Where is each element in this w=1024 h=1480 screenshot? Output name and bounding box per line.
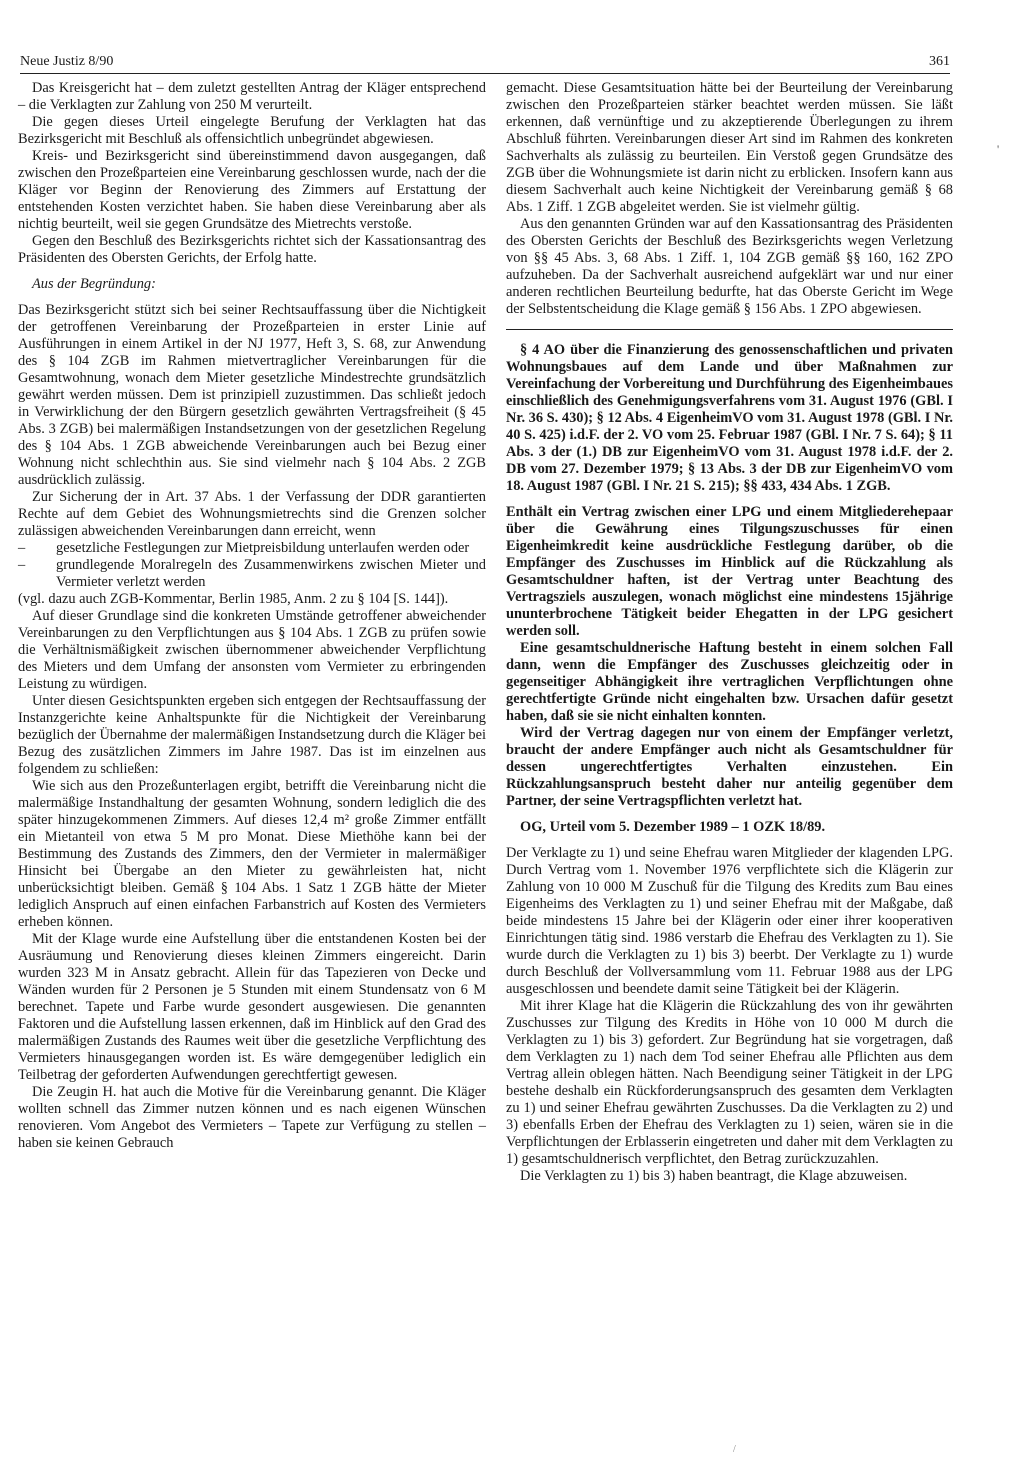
page-header bbox=[20, 54, 950, 70]
page-number: 361 bbox=[929, 54, 950, 69]
statute-references: § 4 AO über die Finanzierung des genossenschaftlichen und privaten Wohnungsbaues auf dem Lande und über Maßnahmen zur Vereinfachung der Vorbereitung und Durchführung des Eigenheimbaues einschließlich des Genehmigungsverfahrens vom 31. August 1976 (GBl. I Nr. 36 S. 430); § 12 Abs. 4 EigenheimVO vom 31. August 1978 (GBl. I Nr. 40 S. 425) i.d.F. der 2. VO vom 25. Februar 1987 (GBl. I Nr. 7 S. 64); § 11 Abs. 3 der (1.) DB zur EigenheimVO vom 31. August 1978 i.d.F. der 2. DB vom 27. Dezember 1979; § 13 Abs. 3 der DB zur EigenheimVO vom 18. August 1987 (GBl. I Nr. 21 S. 215); §§ 433, 434 Abs. 1 ZGB. bbox=[506, 342, 953, 494]
conditions-list bbox=[18, 540, 486, 591]
paragraph: Das Bezirksgericht stützt sich bei seiner Rechtsauffassung über die Nichtigkeit der getroffenen Vereinbarung der Prozeßparteien in erster Linie auf Ausführungen in einem Artikel in der NJ 1977, Heft 3, S. 68, zur Anwendung des § 104 ZGB im Rahmen mietvertraglicher Vereinbarungen für die Gesamtwohnung, wonach dem Mieter gesetzliche Mindestrechte grundsätzlich gewährt werden müssen. Dem ist prinzipiell zuzustimmen. Das schließt jedoch in Verwirklichung der den Bürgern gesetzlich gewährten Vertragsfreiheit (§ 45 Abs. 3 ZGB) bei malermäßigen Instandsetzungen von der gesetzlichen Regelung des § 104 Abs. 1 ZGB abweichende Vereinbarungen auch bei Bezug einer Wohnung nicht schlechthin aus. Sie sind vielmehr nach § 104 Abs. 2 ZGB ausdrücklich zulässig. bbox=[18, 302, 486, 488]
paragraph: Die Zeugin H. hat auch die Motive für die Vereinbarung genannt. Die Kläger wollten schnell das Zimmer nutzen können und es nach eigenen Wünschen renovieren. Vom Angebot des Vermieters – Tapete zur Verfügung zu stellen – haben sie keinen Gebrauch bbox=[18, 1084, 486, 1151]
headnote: Enthält ein Vertrag zwischen einer LPG und einem Mitgliederehepaar über die Gewährung eines Tilgungszuschusses für einen Eigenheimkredit keine ausdrückliche Festlegung darüber, ob die Empfänger des Zuschusses im Hinblick auf die Rückzahlung als Gesamtschuldner haften, ist der Vertrag unter Beachtung des Vertragsziels auszulegen, wonach möglichst eine mindestens 15jährige ununterbrochene Tätigkeit beider Ehegatten in der LPG gesichert werden soll. bbox=[506, 504, 953, 639]
paragraph: Unter diesen Gesichtspunkten ergeben sich entgegen der Rechtsauffassung der Instanzgerichte keine Anhaltspunkte für die Nichtigkeit der Vereinbarung bezüglich der Übernahme der malermäßigen Instandsetzung durch die Kläger bei Bezug des zusätzlichen Zimmers im Jahre 1987. Das ist im einzelnen aus folgendem zu schließen: bbox=[18, 693, 486, 777]
list-item-text: grundlegende Moralregeln des Zusammenwirkens zwischen Mieter und Vermieter verletzt werden bbox=[56, 557, 486, 590]
paragraph: Mit ihrer Klage hat die Klägerin die Rückzahlung des von ihr gewährten Zuschusses zur Tilgung des Kredits in Höhe von 10 000 M durch die Verklagten zu 1) bis 3) gefordert. Zur Begründung hat sie vorgetragen, daß dem Verklagten zu 1) nach dem Tod seiner Ehefrau alle Pflichten aus dem Vertrag allein oblegen hätten. Nach Beendigung seiner Tätigkeit in der LPG bestehe deshalb ein Rückforderungsanspruch des gesamten dem Verklagten zu 1) und seiner Ehefrau gewährten Zuschusses. Da die Verklagten zu 2) und 3) ebenfalls Erben der Ehefrau des Verklagten zu 1) seien, wären sie in die Verpflichtungen der Erblasserin eingetreten und daher mit dem Verklagten zu 1) gesamtschuldnerisch verpflichtet, den Betrag zurückzuzahlen. bbox=[506, 998, 953, 1167]
paragraph: Mit der Klage wurde eine Aufstellung über die entstandenen Kosten bei der Ausräumung und Renovierung dieses kleinen Zimmers eingereicht. Darin wurden 323 M in Ansatz gebracht. Allein für das Tapezieren von Decke und Wänden wurden für 2 Personen je 5 Stunden mit einem Stundensatz von 6 M berechnet. Tapete und Farbe wurde gesondert ausgewiesen. Die genannten Faktoren und die Aufstellung lassen erkennen, daß im Hinblick auf den Grad des malermäßigen Zustands des Raumes weit über die gesetzliche Verpflichtung des Vermieters hinausgegangen worden ist. Es wäre demgegenüber lediglich ein Teilbetrag der geforderten Aufwendungen gerechtfertigt gewesen. bbox=[18, 931, 486, 1083]
section-divider bbox=[506, 329, 953, 330]
headnote: Wird der Vertrag dagegen nur von einem der Empfänger verletzt, braucht der andere Empfänger auch nicht als Gesamtschuldner für dessen ungerechtfertigtes Verhalten einzustehen. Ein Rückzahlungsanspruch besteht daher nur anteilig gegenüber dem Partner, der seine Vertragspflichten verletzt hat. bbox=[506, 725, 953, 809]
list-item-text: gesetzliche Festlegungen zur Mietpreisbildung unterlaufen werden oder bbox=[56, 540, 470, 556]
list-item bbox=[18, 557, 486, 591]
right-column bbox=[506, 80, 953, 1185]
headnote: Eine gesamtschuldnerische Haftung besteht in einem solchen Fall dann, wenn die Empfänger des Zuschusses gleichzeitig oder in gegenseitiger Abhängigkeit ihre vertraglichen Verpflichtungen ohne gerechtfertigte Gründe nicht eingehalten bzw. Ursachen dafür gesetzt haben, daß sie sie nicht einhalten konnten. bbox=[506, 640, 953, 724]
paragraph: Wie sich aus den Prozeßunterlagen ergibt, betrifft die Vereinbarung nicht die malermäßige Instandhaltung der gesamten Wohnung, sondern lediglich die des später hinzugekommenen Zimmers. Auf dieses 12,4 m² große Zimmer entfällt ein Mietanteil von etwa 5 M pro Monat. Diese Miethöhe kann bei der Bestimmung des Zustands des Zimmers, den der Vermieter in malermäßiger Hinsicht bei Übergabe an den Mieter zu gewährleisten hat, nicht unberücksichtigt bleiben. Gemäß § 104 Abs. 1 Satz 1 ZGB hätte der Mieter lediglich Anspruch auf einen einfachen Farbanstrich auf Kosten des Vermieters erheben können. bbox=[18, 778, 486, 930]
left-column bbox=[18, 80, 486, 1152]
paragraph: Der Verklagte zu 1) und seine Ehefrau waren Mitglieder der klagenden LPG. Durch Vertrag vom 1. November 1976 verpflichtete sich die Klägerin zur Zahlung von 10 000 M Zuschuß für die Tilgung des Kredits zum Bau eines Eigenheims des Verklagten zu 1) und seiner Ehefrau mit der Maßgabe, daß beide mindestens 15 Jahre bei der Klägerin oder einer ihrer kooperativen Einrichtungen tätig sind. 1986 verstarb die Ehefrau des Verklagten zu 1). Sie wurde durch die Verklagten zu 1) bis 3) beerbt. Der Verklagte zu 1) wurde durch Beschluß der Vollversammlung vom 11. Februar 1988 aus der LPG ausgeschlossen und beendete damit seine Tätigkeit bei der Klägerin. bbox=[506, 845, 953, 997]
dash-bullet: – bbox=[18, 557, 26, 573]
paragraph: Das Kreisgericht hat – dem zuletzt gestellten Antrag der Kläger entsprechend – die Verklagten zur Zahlung von 250 M verurteilt. bbox=[18, 80, 486, 113]
paragraph: (vgl. dazu auch ZGB-Kommentar, Berlin 1985, Anm. 2 zu § 104 [S. 144]). bbox=[18, 591, 449, 607]
margin-mark: ' bbox=[997, 142, 1000, 156]
paragraph: gemacht. Diese Gesamtsituation hätte bei der Beurteilung der Vereinbarung zwischen den Prozeßparteien stärker beachtet werden müssen. Sie läßt erkennen, daß vernünftige und zu akzeptierende Überlegungen zu ihrem Abschluß führten. Vereinbarungen dieser Art sind im Rahmen des konkreten Sachverhalts als zulässig zu beurteilen. Ein Verstoß gegen Grundsätze des ZGB über die Wohnungsmiete ist darin nicht zu erblicken. Insofern kann aus diesem Sachverhalt auch keine Nichtigkeit der Vereinbarung gemäß § 68 Abs. 1 Ziff. 1 ZGB abgeleitet werden. Sie ist vielmehr gültig. bbox=[506, 80, 953, 215]
paragraph: Die gegen dieses Urteil eingelegte Berufung der Verklagten hat das Bezirksgericht mit Beschluß als offensichtlich unbegründet abgewiesen. bbox=[18, 114, 486, 147]
journal-title: Neue Justiz 8/90 bbox=[20, 54, 114, 69]
paragraph: Auf dieser Grundlage sind die konkreten Umstände getroffener abweichender Vereinbarungen zu den Verpflichtungen aus § 104 Abs. 1 ZGB zu prüfen sowie die Verhältnismäßigkeit zwischen übernommener abweichender Verpflichtung des Mieters und dem Umfang der ansonsten vom Vermieter zu erbringenden Leistung zu würdigen. bbox=[18, 608, 486, 692]
paragraph: Aus den genannten Gründen war auf den Kassationsantrag des Präsidenten des Obersten Gerichts der Beschluß des Bezirksgerichts wegen Verletzung von §§ 45 Abs. 3, 68 Abs. 1 Ziff. 1, 104 ZGB gemäß §§ 160, 162 ZPO aufzuheben. Da der Sachverhalt ausreichend aufgeklärt war und nur einer anderen rechtlichen Beurteilung bedurfte, hat das Oberste Gericht im Wege der Selbstentscheidung die Klage gemäß § 156 Abs. 1 ZPO abgewiesen. bbox=[506, 216, 953, 317]
paragraph: Zur Sicherung der in Art. 37 Abs. 1 der Verfassung der DDR garantierten Rechte auf dem Gebiet des Wohnungsmietrechts sind die Grenzen solcher zulässigen abweichenden Vereinbarungen dann erreicht, wenn bbox=[18, 489, 486, 539]
section-subheading: Aus der Begründung: bbox=[32, 276, 156, 292]
header-rule bbox=[20, 73, 950, 74]
case-reference: OG, Urteil vom 5. Dezember 1989 – 1 OZK 18/89. bbox=[520, 819, 826, 835]
list-item bbox=[18, 540, 486, 557]
paragraph: Gegen den Beschluß des Bezirksgerichts richtet sich der Kassationsantrag des Präsidenten des Obersten Gerichts, der Erfolg hatte. bbox=[18, 233, 486, 266]
bottom-mark: / bbox=[733, 1444, 736, 1455]
dash-bullet: – bbox=[18, 540, 26, 556]
paragraph: Kreis- und Bezirksgericht sind übereinstimmend davon ausgegangen, daß zwischen den Prozeßparteien eine Vereinbarung geschlossen wurde, nach der die Kläger vor Beginn der Renovierung des Zimmers auf Erstattung der entstehenden Kosten verzichtet haben. Sie haben diese Vereinbarung aber als nichtig beurteilt, weil sie gegen Grundsätze des Mietrechts verstoße. bbox=[18, 148, 486, 232]
paragraph: Die Verklagten zu 1) bis 3) haben beantragt, die Klage abzuweisen. bbox=[520, 1168, 908, 1184]
